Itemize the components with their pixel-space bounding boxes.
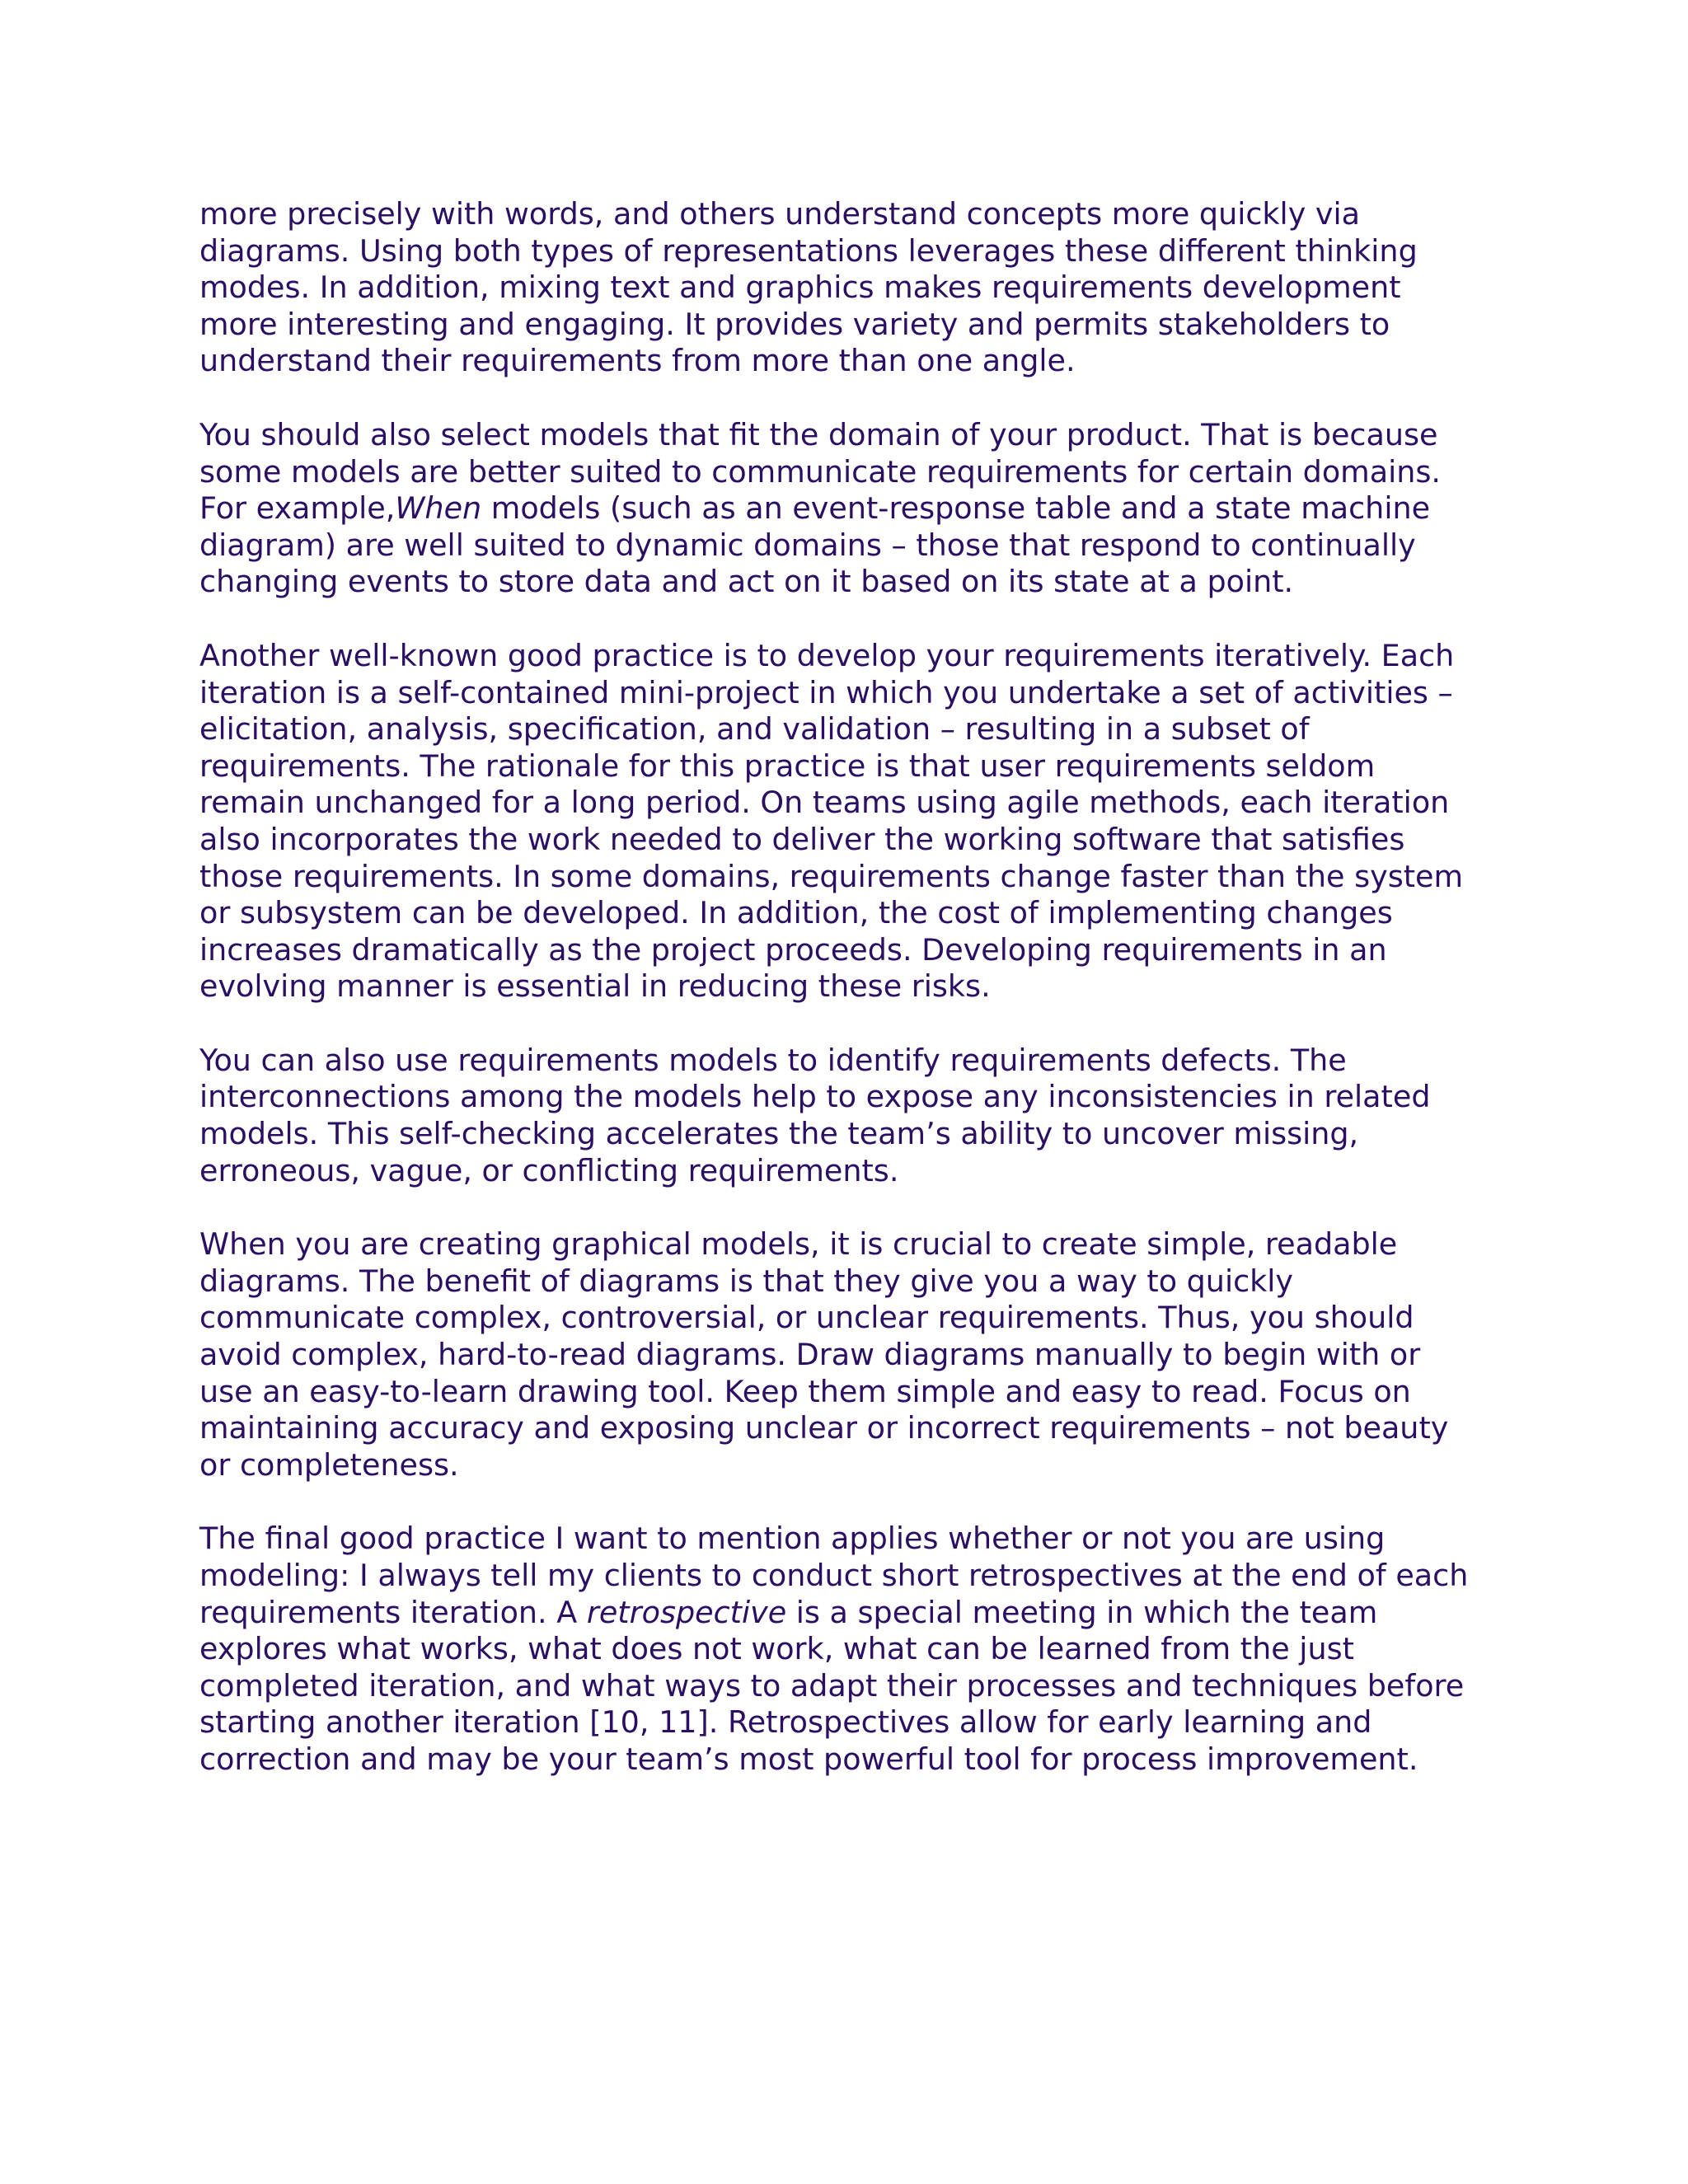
text-line: maintaining accuracy and exposing unclear or incorrect requirements – not beauty (199, 1410, 1449, 1446)
emphasized-term: When (395, 490, 482, 527)
text-line: or completeness. (199, 1446, 459, 1483)
text-line: diagrams. The benefit of diagrams is that they give you a way to quickly (199, 1263, 1294, 1299)
text-line: erroneous, vague, or conflicting requirements. (199, 1152, 899, 1188)
text-line-with-emphasis (199, 490, 1518, 527)
text-run: requirements iteration. A (199, 1594, 587, 1630)
text-line: correction and may be your team’s most powerful tool for process improvement. (199, 1741, 1418, 1777)
text-line: diagram) are well suited to dynamic domains – those that respond to continually (199, 527, 1416, 563)
text-line: or subsystem can be developed. In addition, the cost of implementing changes (199, 895, 1393, 931)
paragraph-2 (199, 417, 1518, 601)
paragraph-6 (199, 1521, 1518, 1778)
text-line: completed iteration, and what ways to adapt their processes and techniques before (199, 1667, 1465, 1704)
text-line: The final good practice I want to mention applies whether or not you are using (199, 1521, 1386, 1557)
text-line: diagrams. Using both types of representations leverages these different thinking (199, 232, 1418, 269)
text-line: When you are creating graphical models, it is crucial to create simple, readable (199, 1226, 1398, 1263)
text-line: communicate complex, controversial, or unclear requirements. Thus, you should (199, 1300, 1414, 1336)
paragraph-5 (199, 1226, 1518, 1483)
text-line: You can also use requirements models to identify requirements defects. The (199, 1042, 1347, 1078)
text-line: interconnections among the models help to expose any inconsistencies in related (199, 1079, 1431, 1115)
text-line: avoid complex, hard-to-read diagrams. Draw diagrams manually to begin with or (199, 1337, 1421, 1373)
text-line: those requirements. In some domains, requirements change faster than the system (199, 858, 1464, 894)
text-line: also incorporates the work needed to deliver the working software that satisfies (199, 821, 1405, 857)
text-line: understand their requirements from more than one angle. (199, 343, 1076, 379)
text-run: models (such as an event-response table and a state machine (481, 490, 1431, 527)
text-line: remain unchanged for a long period. On teams using agile methods, each iteration (199, 785, 1450, 821)
text-line: You should also select models that fit the domain of your product. That is because (199, 416, 1438, 452)
text-line: increases dramatically as the project proceeds. Developing requirements in an (199, 931, 1387, 968)
text-line: some models are better suited to communicate requirements for certain domains. (199, 453, 1441, 490)
document-page (199, 196, 1518, 1816)
text-line: requirements. The rationale for this practice is that user requirements seldom (199, 748, 1376, 784)
text-line: starting another iteration [10, 11]. Retrospectives allow for early learning and (199, 1704, 1372, 1741)
text-line: models. This self-checking accelerates the team’s ability to uncover missing, (199, 1116, 1359, 1152)
text-run: is a special meeting in which the team (786, 1594, 1378, 1630)
text-line: explores what works, what does not work, what can be learned from the just (199, 1631, 1354, 1667)
text-line-with-emphasis (199, 1595, 1518, 1632)
text-line: modeling: I always tell my clients to conduct short retrospectives at the end of each (199, 1558, 1469, 1593)
text-run: For example, (199, 490, 396, 527)
emphasized-term: retrospective (586, 1594, 787, 1630)
paragraph-1 (199, 196, 1518, 380)
paragraph-3 (199, 638, 1518, 1005)
text-line: changing events to store data and act on it based on its state at a point. (199, 564, 1294, 600)
paragraph-4 (199, 1043, 1518, 1189)
text-line: modes. In addition, mixing text and graphics makes requirements development (199, 269, 1401, 306)
text-line: Another well-known good practice is to develop your requirements iteratively. Each (199, 637, 1455, 673)
text-line: elicitation, analysis, specification, and validation – resulting in a subset of (199, 711, 1310, 748)
text-line: more interesting and engaging. It provides variety and permits stakeholders to (199, 306, 1390, 342)
text-line: more precisely with words, and others understand concepts more quickly via (199, 196, 1361, 232)
text-line: iteration is a self-contained mini-project in which you undertake a set of activities – (199, 674, 1453, 710)
text-line: evolving manner is essential in reducing these risks. (199, 968, 991, 1005)
text-line: use an easy-to-learn drawing tool. Keep them simple and easy to read. Focus on (199, 1373, 1411, 1409)
